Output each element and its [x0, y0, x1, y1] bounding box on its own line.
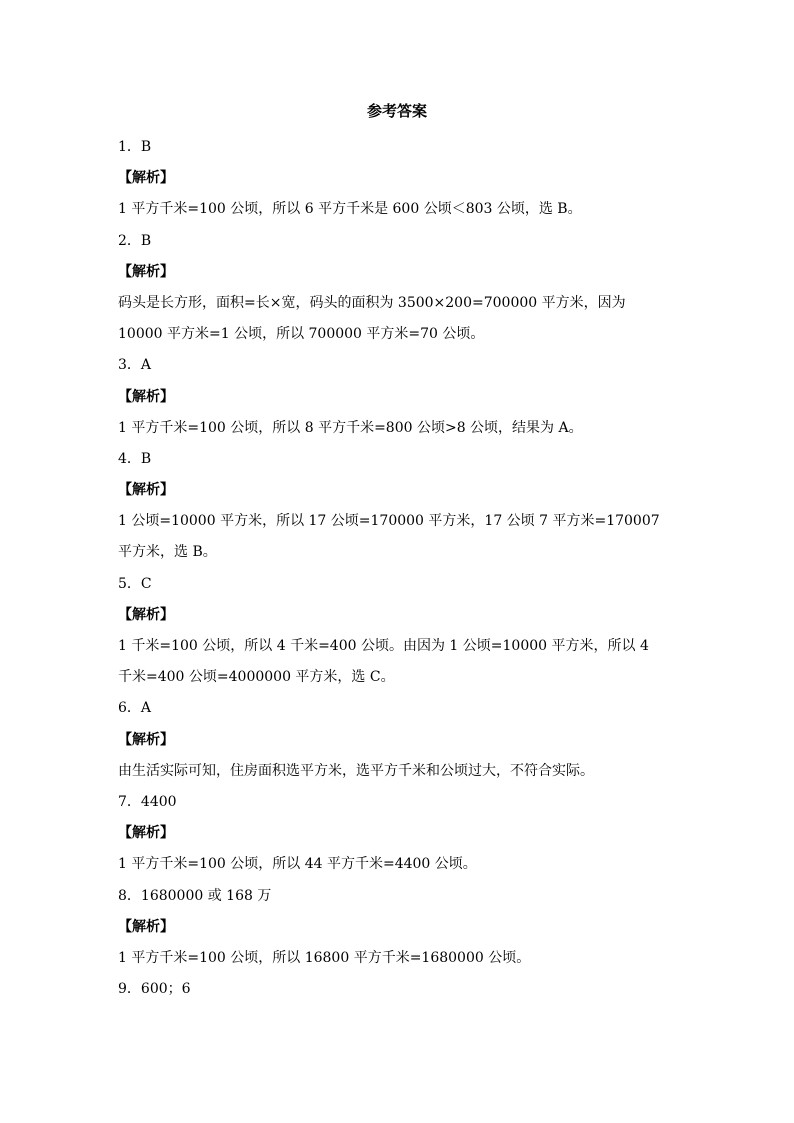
answer-8: 8．1680000 或 168 万 — [118, 887, 272, 904]
answer-9: 9．600；6 — [118, 981, 191, 998]
analysis-1-line-1: 1 平方千米=100 公顷，所以 6 平方千米是 600 公顷＜803 公顷，选 B。 — [118, 201, 582, 218]
analysis-7-line-1: 1 平方千米=100 公顷，所以 44 平方千米=4400 公顷。 — [118, 856, 477, 873]
analysis-label-7: 【解析】 — [118, 825, 174, 842]
answer-4: 4．B — [118, 450, 152, 467]
analysis-5-line-2: 千米=400 公顷=4000000 平方米，选 C。 — [118, 669, 395, 686]
analysis-4-line-1: 1 公顷=10000 平方米，所以 17 公顷=170000 平方米，17 公顷 7 平方米=170007 — [118, 513, 660, 530]
analysis-5-line-1: 1 千米=100 公顷，所以 4 千米=400 公顷。由因为 1 公顷=10000 平方米，所以 4 — [118, 638, 649, 654]
analysis-label-3: 【解析】 — [118, 388, 174, 405]
analysis-2-line-2: 10000 平方米=1 公顷，所以 700000 平方米=70 公顷。 — [118, 326, 485, 343]
page-title: 参考答案 — [366, 102, 427, 120]
answer-6: 6．A — [118, 700, 152, 717]
analysis-label-8: 【解析】 — [118, 918, 174, 935]
answer-7: 7．4400 — [118, 793, 177, 810]
analysis-label-1: 【解析】 — [118, 170, 174, 187]
analysis-4-line-2: 平方米，选 B。 — [118, 544, 217, 561]
answer-3: 3．A — [118, 357, 152, 374]
analysis-8-line-1: 1 平方千米=100 公顷，所以 16800 平方千米=1680000 公顷。 — [118, 949, 531, 966]
answer-list — [118, 132, 678, 1005]
answer-1: 1．B — [118, 139, 152, 155]
analysis-2-line-1: 码头是长方形，面积=长×宽，码头的面积为 3500×200=700000 平方米，因为 — [118, 294, 626, 311]
analysis-label-4: 【解析】 — [118, 482, 174, 499]
analysis-label-6: 【解析】 — [118, 731, 174, 748]
analysis-6-line-1: 由生活实际可知，住房面积选平方米，选平方千米和公顷过大，不符合实际。 — [118, 762, 594, 779]
answer-5: 5．C — [118, 575, 152, 592]
analysis-3-line-1: 1 平方千米=100 公顷，所以 8 平方千米=800 公顷>8 公顷，结果为 A。 — [118, 419, 583, 436]
answer-2: 2．B — [118, 232, 152, 249]
analysis-label-5: 【解析】 — [118, 606, 174, 623]
analysis-label-2: 【解析】 — [118, 263, 174, 280]
